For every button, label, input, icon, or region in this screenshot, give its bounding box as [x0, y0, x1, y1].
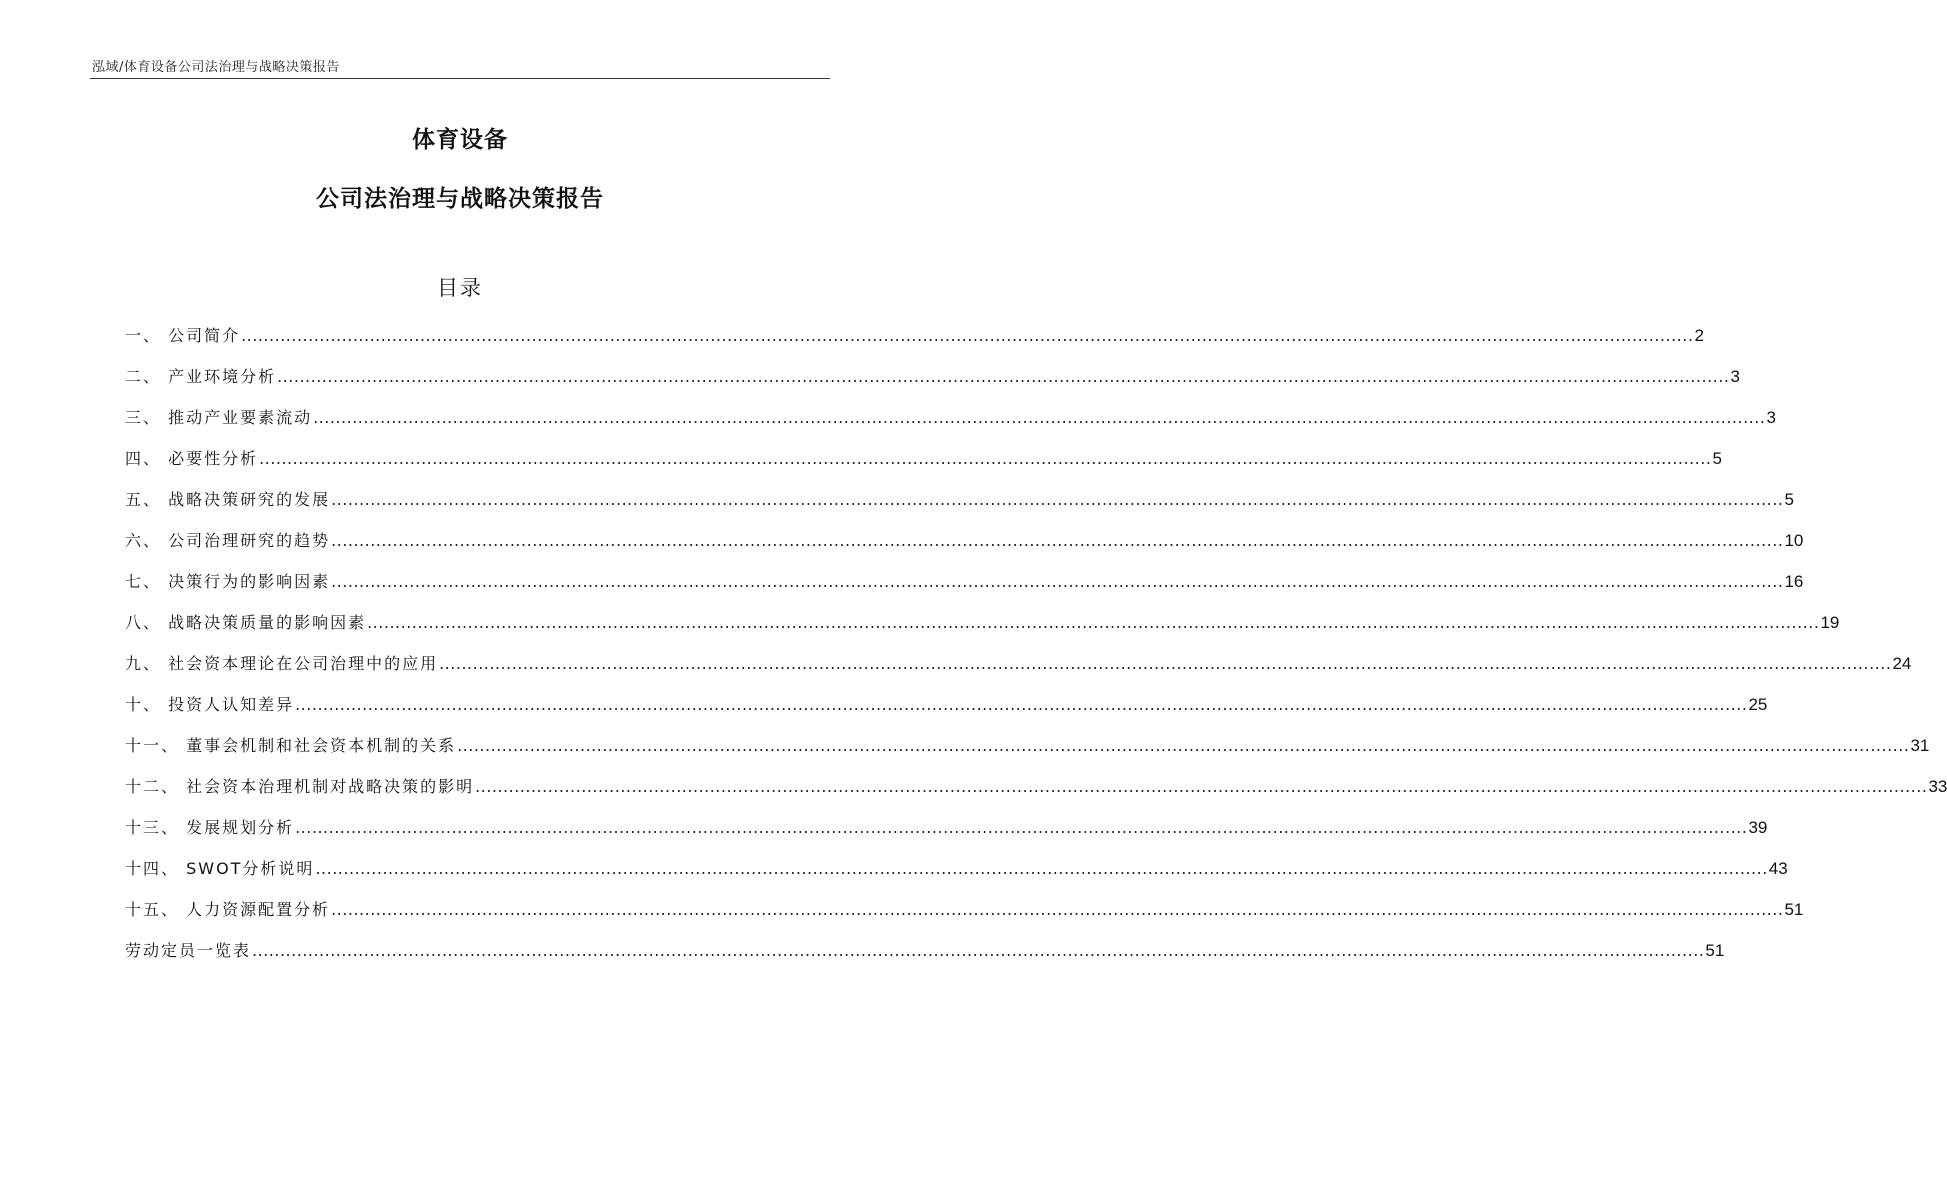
- toc-entry[interactable]: [125, 363, 1740, 404]
- toc-entry-label: 十一、 董事会机制和社会资本机制的关系: [125, 736, 457, 755]
- toc-dot-leader: ....................................................................................................................................................................................................................................................................: [475, 777, 1928, 796]
- toc-dot-leader: ....................................................................................................................................................................................................................................................................: [295, 695, 1748, 714]
- toc-entry[interactable]: [125, 773, 1947, 814]
- toc-entry-label: 十四、 SWOT分析说明: [125, 859, 315, 878]
- toc-dot-leader: ....................................................................................................................................................................................................................................................................: [331, 490, 1784, 509]
- toc-entry[interactable]: [125, 691, 1768, 732]
- toc-entry-label: 十三、 发展规划分析: [125, 818, 295, 837]
- toc-entry-page: 5: [1712, 449, 1722, 468]
- header-text: 泓域/体育设备公司法治理与战略决策报告: [92, 60, 340, 75]
- toc-entry[interactable]: [125, 322, 1704, 363]
- toc-entry-label: 十五、 人力资源配置分析: [125, 900, 331, 919]
- toc-entry[interactable]: [125, 527, 1804, 568]
- toc-entry-page: 51: [1784, 900, 1804, 919]
- toc-entry-page: 19: [1820, 613, 1840, 632]
- toc-entry-label: 四、 必要性分析: [125, 449, 259, 468]
- toc-entry-label: 三、 推动产业要素流动: [125, 408, 313, 427]
- toc-dot-leader: ....................................................................................................................................................................................................................................................................: [295, 818, 1748, 837]
- toc-entry[interactable]: [125, 814, 1768, 855]
- toc-entry[interactable]: [125, 896, 1804, 937]
- document-title-line2: 公司法治理与战略决策报告: [316, 186, 604, 212]
- toc-entry-label: 劳动定员一览表: [125, 941, 252, 960]
- toc-entry-label: 一、 公司简介: [125, 326, 241, 345]
- toc-dot-leader: ....................................................................................................................................................................................................................................................................: [331, 900, 1784, 919]
- toc-dot-leader: ....................................................................................................................................................................................................................................................................: [277, 367, 1730, 386]
- toc-entry[interactable]: [125, 650, 1912, 691]
- toc-entry-page: 24: [1892, 654, 1912, 673]
- toc-entry-label: 八、 战略决策质量的影响因素: [125, 613, 367, 632]
- page-header: [90, 50, 830, 79]
- toc-entry-label: 七、 决策行为的影响因素: [125, 572, 331, 591]
- toc-dot-leader: ....................................................................................................................................................................................................................................................................: [313, 408, 1766, 427]
- toc-entry[interactable]: [125, 404, 1776, 445]
- toc-dot-leader: ....................................................................................................................................................................................................................................................................: [259, 449, 1712, 468]
- toc-entry[interactable]: [125, 445, 1722, 486]
- toc-dot-leader: ....................................................................................................................................................................................................................................................................: [331, 531, 1784, 550]
- toc-entry-page: 3: [1730, 367, 1740, 386]
- toc-entry-label: 十、 投资人认知差异: [125, 695, 295, 714]
- toc-entry-label: 二、 产业环境分析: [125, 367, 277, 386]
- toc-entry[interactable]: [125, 568, 1804, 609]
- toc-dot-leader: ....................................................................................................................................................................................................................................................................: [439, 654, 1892, 673]
- toc-entry-label: 五、 战略决策研究的发展: [125, 490, 331, 509]
- toc-entry-page: 5: [1784, 490, 1794, 509]
- toc-entry-page: 16: [1784, 572, 1804, 591]
- document-title-line1: 体育设备: [412, 127, 508, 153]
- toc-dot-leader: ....................................................................................................................................................................................................................................................................: [457, 736, 1910, 755]
- toc-entry[interactable]: [125, 609, 1840, 650]
- toc-entry-page: 3: [1766, 408, 1776, 427]
- toc-entry-page: 25: [1748, 695, 1768, 714]
- toc-entry-label: 六、 公司治理研究的趋势: [125, 531, 331, 550]
- toc-entry[interactable]: [125, 937, 1725, 978]
- toc-entry[interactable]: [125, 732, 1930, 773]
- table-of-contents: [125, 322, 1947, 978]
- toc-heading: 目录: [437, 276, 483, 300]
- toc-entry-page: 10: [1784, 531, 1804, 550]
- toc-entry-page: 2: [1694, 326, 1704, 345]
- toc-dot-leader: ....................................................................................................................................................................................................................................................................: [252, 941, 1705, 960]
- toc-entry-page: 39: [1748, 818, 1768, 837]
- toc-dot-leader: ....................................................................................................................................................................................................................................................................: [315, 859, 1768, 878]
- toc-entry[interactable]: [125, 486, 1794, 527]
- toc-entry-label: 十二、 社会资本治理机制对战略决策的影明: [125, 777, 475, 796]
- toc-entry-page: 51: [1705, 941, 1725, 960]
- toc-entry-page: 43: [1768, 859, 1788, 878]
- toc-entry[interactable]: [125, 855, 1788, 896]
- toc-entry-label: 九、 社会资本理论在公司治理中的应用: [125, 654, 439, 673]
- toc-dot-leader: ....................................................................................................................................................................................................................................................................: [241, 326, 1694, 345]
- toc-entry-page: 31: [1910, 736, 1930, 755]
- toc-dot-leader: ....................................................................................................................................................................................................................................................................: [331, 572, 1784, 591]
- toc-entry-page: 33: [1928, 777, 1947, 796]
- toc-dot-leader: ....................................................................................................................................................................................................................................................................: [367, 613, 1820, 632]
